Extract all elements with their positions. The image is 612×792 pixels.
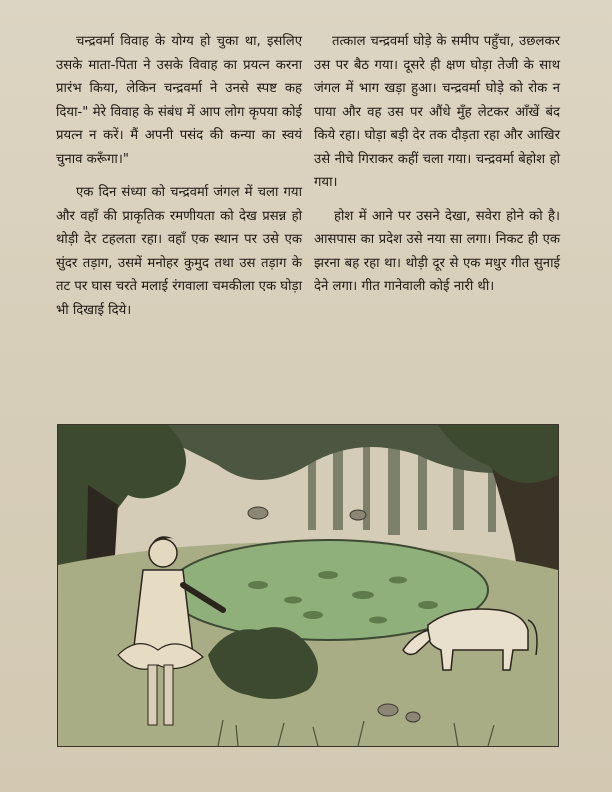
left-paragraph-2: एक दिन संध्या को चन्द्रवर्मा जंगल में चला गया और वहाँ की प्राकृतिक रमणीयता को देख प्रसन्न हो थोड़ी देर टहलता रहा। वहाँ एक स्थान पर उसे एक सुंदर तड़ाग, उसमें मनोहर कुमुद तथा उस तड़ाग के तट पर घास चरते मलाई रंगवाला चमकीला एक घोड़ा भी दिखाई दिये। [56, 185, 302, 318]
illustration-art [58, 425, 558, 746]
right-paragraph-1: तत्काल चन्द्रवर्मा घोड़े के समीप पहुँचा, उछलकर उस पर बैठ गया। दूसरे ही क्षण घोड़ा तेजी के साथ जंगल में भाग खड़ा हुआ। चन्द्रवर्मा घोड़े को रोक न पाया और वह उस पर औंधे मुँह लेटकर आँखें बंद किये रहा। घोड़ा बड़ी देर तक दौड़ता रहा और आखिर उसे नीचे गिराकर कहीं चला गया। चन्द्रवर्मा बेहोश हो गया। [314, 34, 560, 190]
right-text-column [314, 30, 560, 309]
left-text-column [56, 30, 302, 332]
story-illustration [57, 424, 559, 747]
left-paragraph-1: चन्द्रवर्मा विवाह के योग्य हो चुका था, इसलिए उसके माता-पिता ने उसके विवाह का प्रयत्न करना प्रारंभ किया, लेकिन चन्द्रवर्मा ने उनसे स्पष्ट कह दिया-" मेरे विवाह के संबंध में आप लोग कृपया कोई प्रयत्न न करें। मैं अपनी पसंद की कन्या का स्वयं चुनाव करूँगा।" [56, 34, 302, 167]
right-paragraph-2: होश में आने पर उसने देखा, सवेरा होने को है। आसपास का प्रदेश उसे नया सा लगा। निकट ही एक झरना बह रहा था। थोड़ी दूर से एक मधुर गीत सुनाई देने लगा। गीत गानेवाली कोई नारी थी। [314, 208, 560, 294]
